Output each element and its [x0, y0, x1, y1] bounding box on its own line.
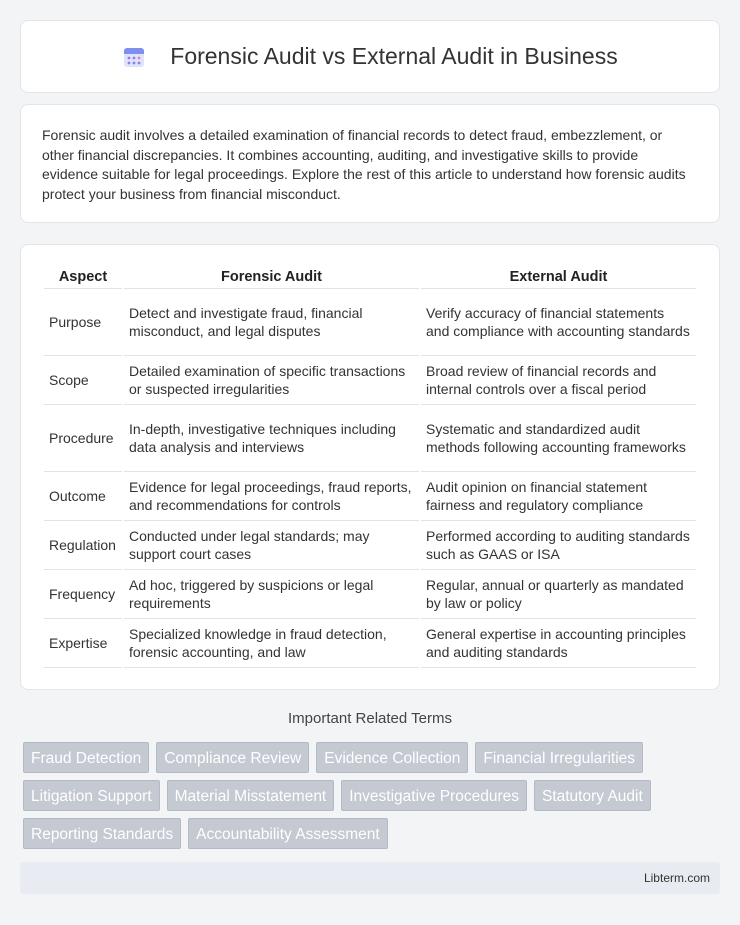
tag-accountability-assessment[interactable]: Accountability Assessment	[188, 818, 388, 849]
row-forensic: Detailed examination of specific transactions or suspected irregularities	[124, 356, 419, 405]
row-aspect: Scope	[44, 356, 122, 405]
page-title: Forensic Audit vs External Audit in Business	[170, 43, 618, 69]
row-aspect: Frequency	[44, 570, 122, 619]
table-row	[44, 356, 696, 405]
comparison-table	[42, 265, 698, 668]
row-aspect: Procedure	[44, 405, 122, 472]
table-row	[44, 619, 696, 668]
row-external: Performed according to auditing standards such as GAAS or ISA	[421, 521, 696, 570]
header-external-audit: External Audit	[421, 265, 696, 289]
row-forensic: Ad hoc, triggered by suspicions or legal requirements	[124, 570, 419, 619]
related-terms-title: Important Related Terms	[288, 710, 452, 727]
row-forensic: Conducted under legal standards; may support court cases	[124, 521, 419, 570]
table-header-row	[44, 265, 696, 289]
table-row	[44, 570, 696, 619]
intro-card	[20, 104, 720, 223]
table-row	[44, 289, 696, 356]
header-card	[20, 20, 720, 93]
tag-litigation-support[interactable]: Litigation Support	[23, 780, 160, 811]
tag-financial-irregularities[interactable]: Financial Irregularities	[475, 742, 643, 773]
row-forensic: Detect and investigate fraud, financial misconduct, and legal disputes	[124, 289, 419, 356]
table-row	[44, 405, 696, 472]
table-row	[44, 472, 696, 521]
row-external: Regular, annual or quarterly as mandated by law or policy	[421, 570, 696, 619]
row-external: Broad review of financial records and internal controls over a fiscal period	[421, 356, 696, 405]
footer	[20, 862, 720, 894]
header-aspect: Aspect	[44, 265, 122, 289]
tag-statutory-audit[interactable]: Statutory Audit	[534, 780, 651, 811]
row-external: General expertise in accounting principles and auditing standards	[421, 619, 696, 668]
row-aspect: Outcome	[44, 472, 122, 521]
tag-investigative-procedures[interactable]: Investigative Procedures	[341, 780, 527, 811]
tag-fraud-detection[interactable]: Fraud Detection	[23, 742, 149, 773]
row-aspect: Purpose	[44, 289, 122, 356]
row-forensic: Evidence for legal proceedings, fraud reports, and recommendations for controls	[124, 472, 419, 521]
tag-material-misstatement[interactable]: Material Misstatement	[167, 780, 335, 811]
footer-link[interactable]: Libterm.com	[643, 871, 710, 885]
row-forensic: Specialized knowledge in fraud detection, forensic accounting, and law	[124, 619, 419, 668]
related-terms-tags	[23, 742, 713, 849]
row-aspect: Regulation	[44, 521, 122, 570]
tag-evidence-collection[interactable]: Evidence Collection	[316, 742, 468, 773]
row-external: Systematic and standardized audit methods following accounting frameworks	[421, 405, 696, 472]
tag-reporting-standards[interactable]: Reporting Standards	[23, 818, 181, 849]
row-external: Audit opinion on financial statement fairness and regulatory compliance	[421, 472, 696, 521]
calendar-icon	[122, 45, 146, 69]
intro-text: Forensic audit involves a detailed examination of financial records to detect fraud, embezzlement, or other financial discrepancies. It combines accounting, auditing, and investigative skills to provide evidence suitable for legal proceedings. Explore the rest of this article to understand how forensic audits protect your business from financial misconduct.	[42, 127, 686, 202]
header-forensic-audit: Forensic Audit	[124, 265, 419, 289]
tag-compliance-review[interactable]: Compliance Review	[156, 742, 309, 773]
comparison-card	[20, 244, 720, 690]
row-forensic: In-depth, investigative techniques including data analysis and interviews	[124, 405, 419, 472]
row-aspect: Expertise	[44, 619, 122, 668]
row-external: Verify accuracy of financial statements and compliance with accounting standards	[421, 289, 696, 356]
table-row	[44, 521, 696, 570]
